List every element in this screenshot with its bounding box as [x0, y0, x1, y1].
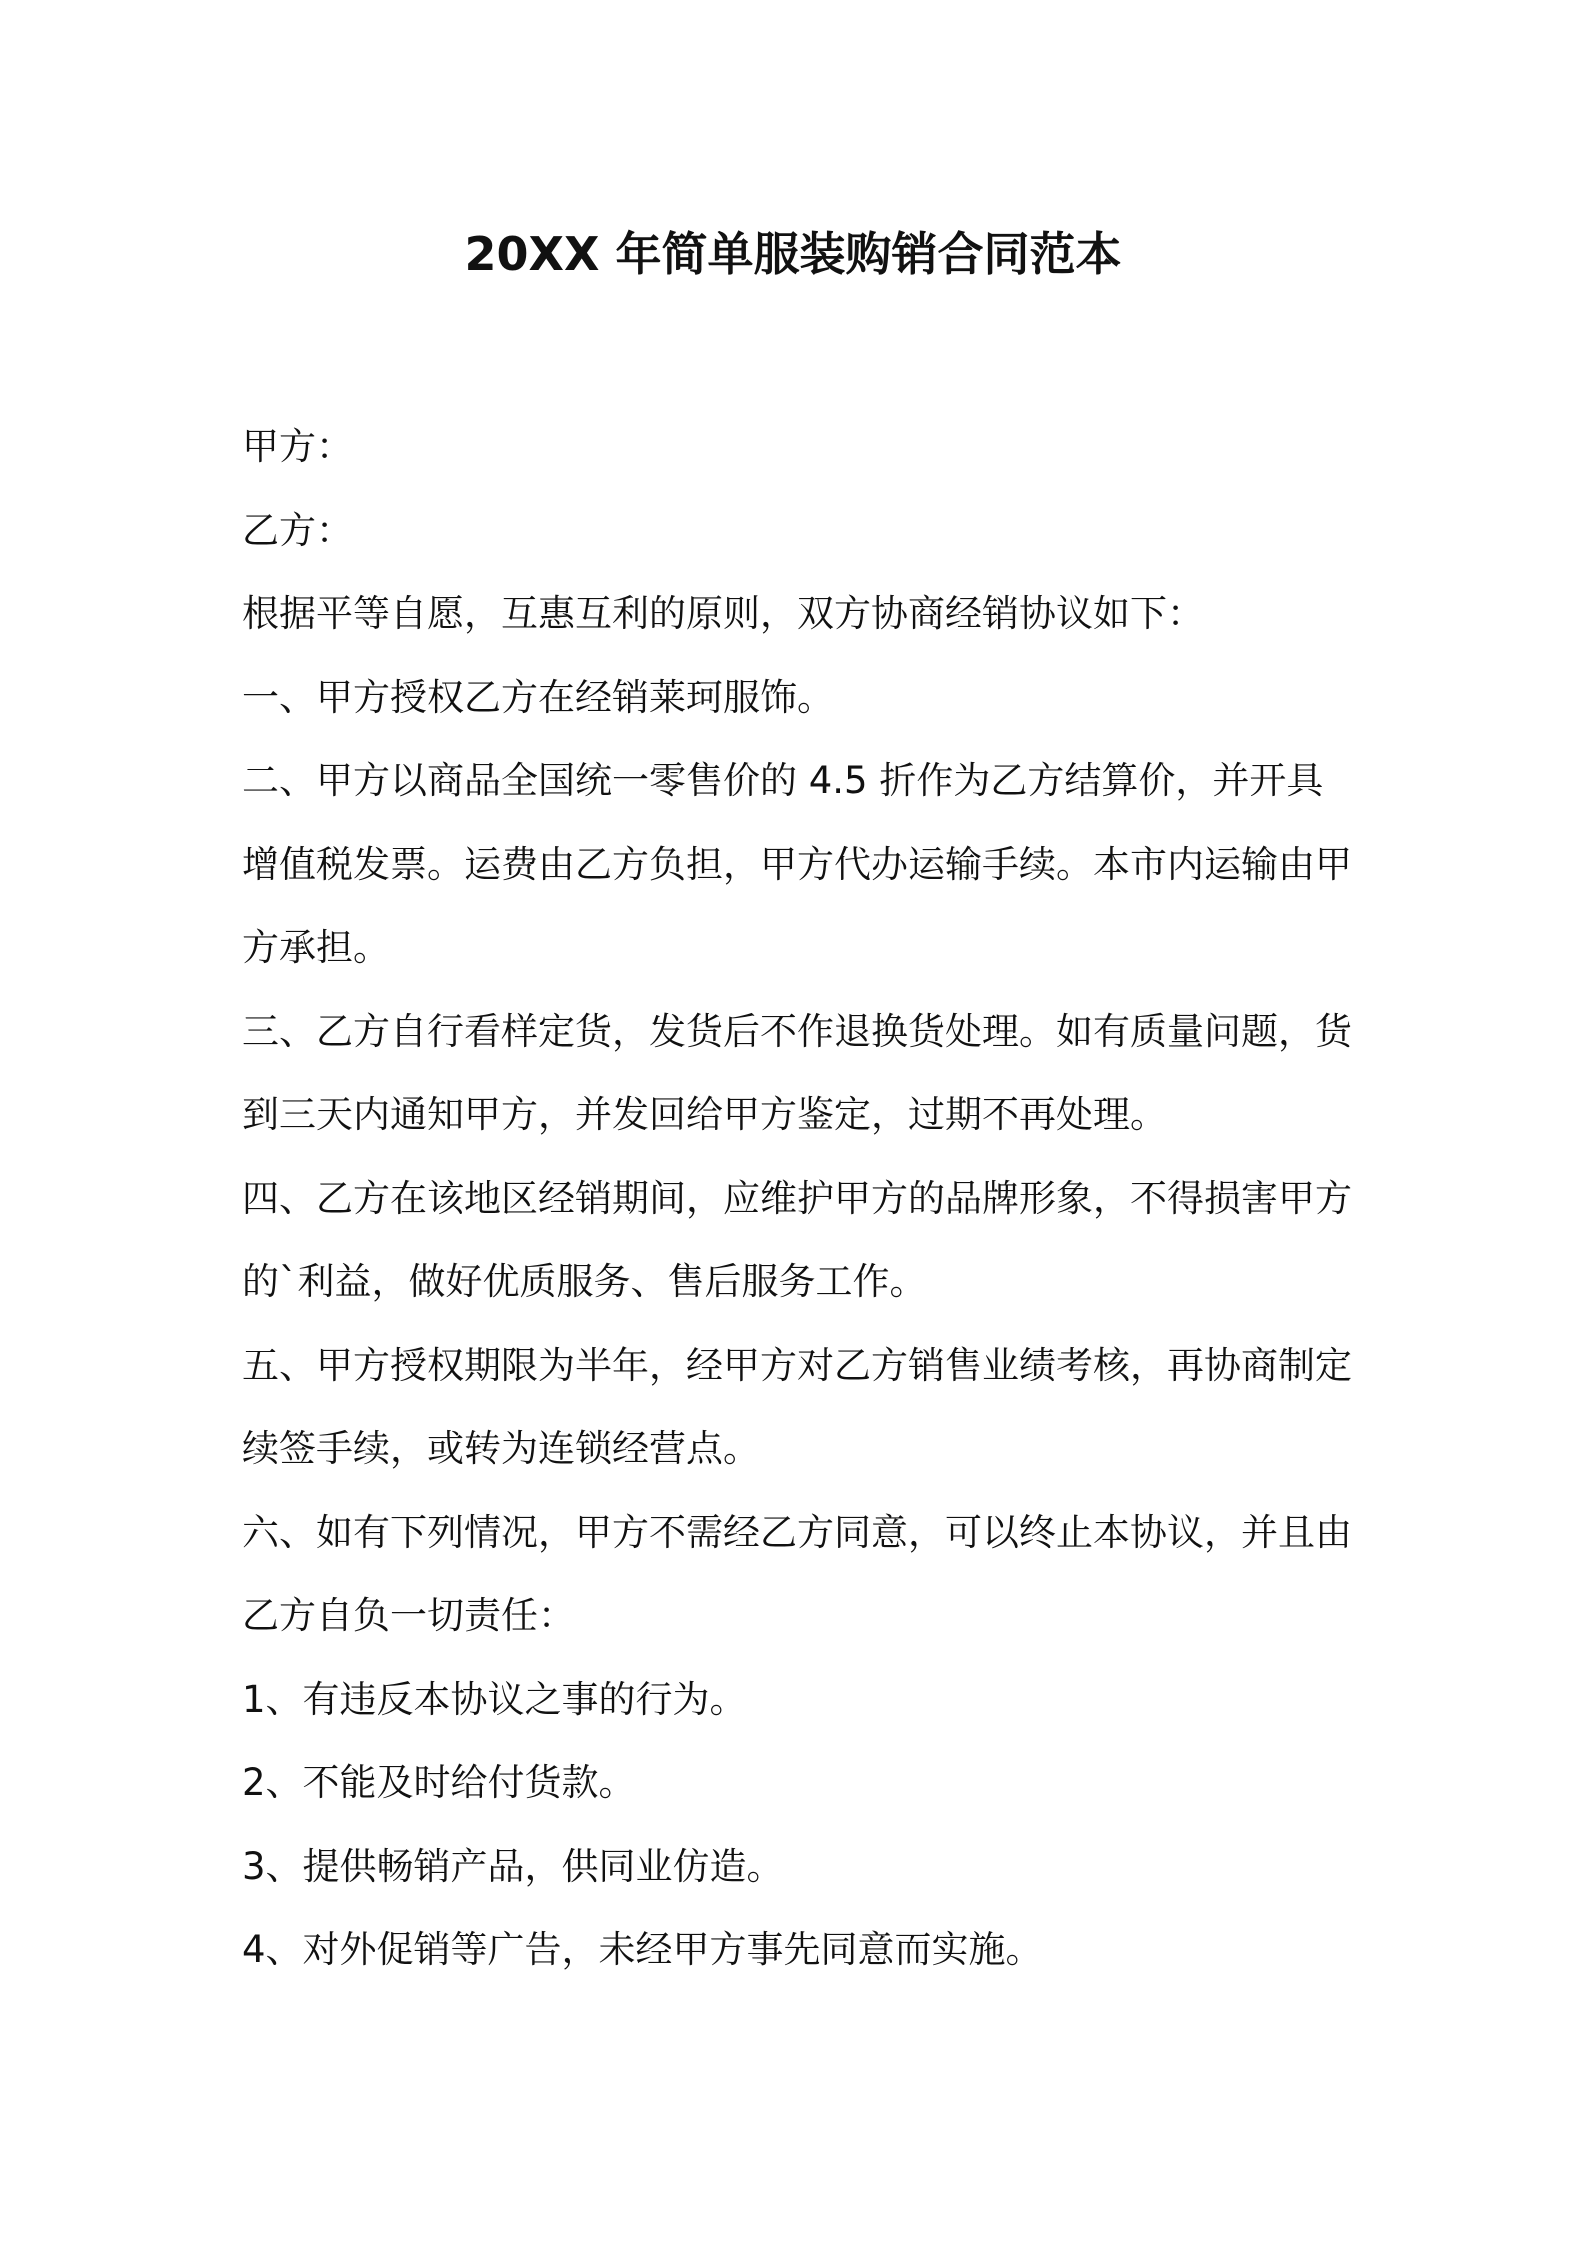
party-b-line: 乙方： — [242, 508, 353, 552]
clause-5: 五、甲方授权期限为半年，经甲方对乙方销售业绩考核，再协商制定续签手续，或转为连锁经营点。 — [242, 1343, 1352, 1470]
clause-2: 二、甲方以商品全国统一零售价的 4.5 折作为乙方结算价，并开具增值税发票。运费由乙方负担，甲方代办运输手续。本市内运输由甲方承担。 — [242, 759, 1352, 969]
sub-item-1: 1、有违反本协议之事的行为。 — [242, 1677, 747, 1721]
document-body — [242, 405, 1358, 1992]
preamble-paragraph: 根据平等自愿，互惠互利的原则，双方协商经销协议如下： — [242, 592, 1204, 635]
clause-3: 三、乙方自行看样定货，发货后不作退换货处理。如有质量问题，货到三天内通知甲方，并发回给甲方鉴定，过期不再处理。 — [242, 1009, 1352, 1136]
clause-1: 一、甲方授权乙方在经销莱珂服饰。 — [242, 675, 834, 719]
sub-item-2: 2、不能及时给付货款。 — [242, 1761, 636, 1804]
document-title: 20XX 年简单服装购销合同范本 — [464, 227, 1122, 281]
sub-item-3: 3、提供畅销产品，供同业仿造。 — [242, 1844, 784, 1888]
sub-item-4: 4、对外促销等广告，未经甲方事先同意而实施。 — [242, 1928, 1043, 1971]
party-a-line: 甲方： — [242, 425, 353, 468]
clause-4: 四、乙方在该地区经销期间，应维护甲方的品牌形象，不得损害甲方的`利益，做好优质服务、售后服务工作。 — [242, 1176, 1352, 1303]
clause-6: 六、如有下列情况，甲方不需经乙方同意，可以终止本协议，并且由乙方自负一切责任： — [242, 1510, 1352, 1637]
